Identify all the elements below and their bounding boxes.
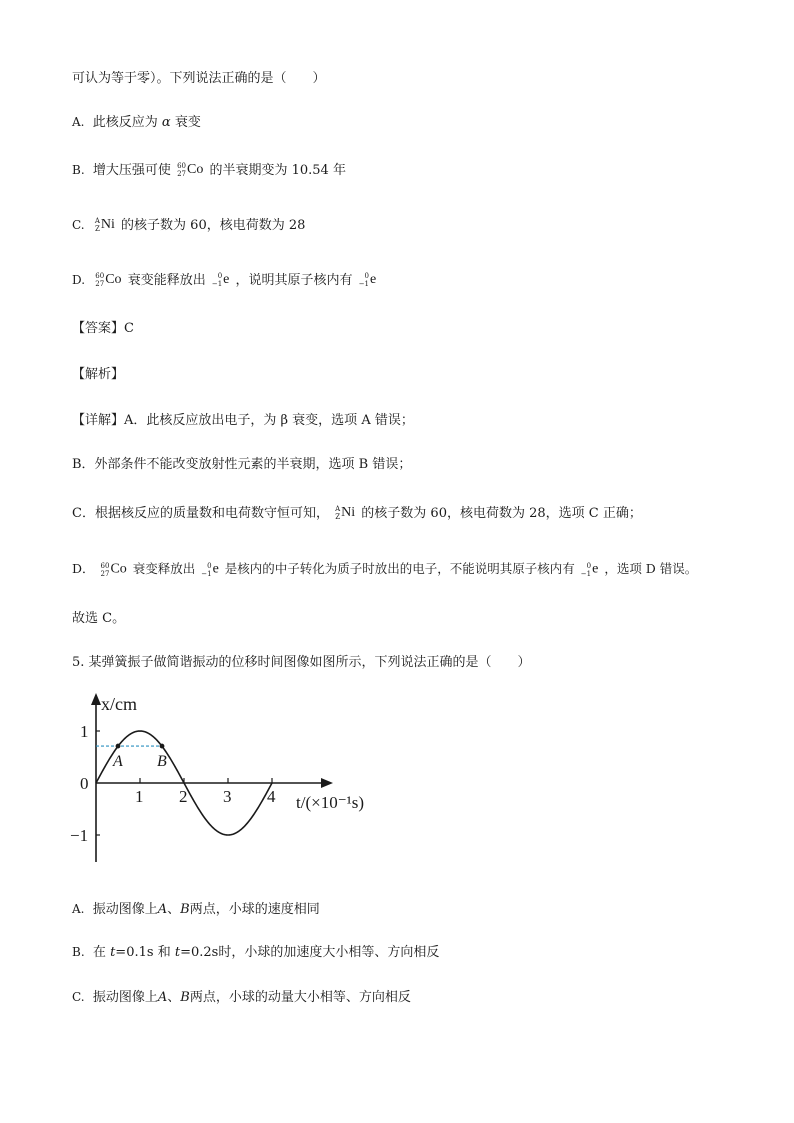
option-prefix: B. — [72, 163, 85, 177]
time-symbol: t — [110, 945, 116, 960]
electron-symbol: 0 −1 e — [201, 561, 219, 578]
nuclide-co: 60 27 Co — [95, 272, 122, 289]
detail-d — [72, 560, 697, 579]
detail-d-text-2: 是核内的中子转化为质子时放出的电子，不能说明其原子核内有 — [224, 561, 575, 576]
x-tick-label: 2 — [179, 787, 188, 806]
option-text-1: 振动图像上 — [92, 990, 158, 1005]
option-prefix: A. — [72, 115, 85, 129]
option-prefix: A. — [72, 902, 85, 916]
x-tick-label: 4 — [267, 787, 276, 806]
question-number: 5. — [72, 655, 85, 670]
analysis-label: 【解析】 — [72, 367, 125, 382]
option-prefix: B. — [72, 945, 85, 959]
displacement-time-graph — [70, 690, 390, 870]
electron-symbol: 0 −1 e — [211, 272, 230, 289]
point-b-label: B — [180, 990, 190, 1005]
detail-a-text: A．此核反应放出电子，为 β 衰变，选项 A 错误； — [124, 413, 414, 428]
electron-symbol: 0 −1 e — [358, 272, 377, 289]
nuclide-ni: A Z Ni — [335, 505, 356, 521]
option-text-1: 在 — [92, 945, 106, 960]
detail-d-text-1: 衰变释放出 — [132, 561, 196, 576]
answer-label: 【答案】 — [72, 321, 125, 336]
conclusion: 故选 C。 — [72, 611, 126, 626]
separator: 、 — [167, 990, 181, 1005]
time-value-1: =0.1s — [115, 945, 154, 960]
detail-c-text-2: 的核子数为 60，核电荷数为 28，选项 C 正确； — [361, 505, 642, 521]
nuclide-co: 60 27 Co — [100, 561, 127, 578]
separator: 、 — [167, 902, 181, 917]
x-axis-label: t/(×10⁻¹s) — [296, 793, 365, 812]
y-tick-label: 0 — [80, 774, 89, 793]
point-label-a: A — [113, 753, 123, 771]
question-text: 某弹簧振子做简谐振动的位移时间图像如图所示，下列说法正确的是（ ） — [88, 655, 531, 670]
alpha-symbol: α — [161, 115, 171, 130]
nuclide-co: 60 27 Co — [177, 162, 204, 179]
option-c — [72, 216, 305, 235]
option-text-1: 振动图像上 — [92, 902, 158, 917]
option-a — [72, 113, 201, 132]
x-axis — [96, 778, 333, 788]
option-prefix: D. — [72, 273, 86, 287]
option-text-1: 衰变能释放出 — [127, 273, 206, 288]
x-axis-arrow-icon — [321, 778, 333, 788]
detail-label: 【详解】 — [72, 413, 125, 428]
time-symbol: t — [174, 945, 181, 960]
detail-a — [72, 412, 414, 430]
option-text-2: 两点，小球的动量大小相等、方向相反 — [189, 990, 411, 1005]
answer-value: C — [124, 321, 134, 336]
question-5 — [72, 654, 531, 672]
q5-option-a — [72, 900, 320, 919]
x-tick-label: 3 — [223, 787, 232, 806]
y-axis-label: x/cm — [101, 694, 137, 714]
option-text: 的核子数为 60，核电荷数为 28 — [121, 218, 306, 233]
nuclide-ni: A Z Ni — [94, 217, 115, 234]
point-a-label: A — [157, 990, 168, 1005]
detail-d-prefix: D． — [72, 561, 95, 576]
electron-symbol: 0 −1 e — [580, 561, 599, 578]
option-text-2: 两点，小球的速度相同 — [189, 902, 320, 917]
option-text-2: 的半衰期变为 10.54 年 — [209, 163, 346, 178]
option-prefix: C. — [72, 218, 85, 232]
q5-option-c — [72, 988, 411, 1007]
point-a-label: A — [157, 902, 168, 917]
answer-line — [72, 320, 134, 338]
option-text: 此核反应为 — [92, 115, 158, 130]
time-value-2: =0.2s — [180, 945, 219, 960]
y-tick-label: −1 — [70, 826, 89, 845]
option-text-2: ，说明其原子核内有 — [235, 273, 353, 288]
point-label-b: B — [157, 753, 167, 771]
detail-d-text-3: ，选项 D 错误。 — [604, 561, 698, 576]
x-tick-label: 1 — [135, 787, 144, 806]
option-b — [72, 161, 346, 180]
point-b-label: B — [180, 902, 190, 917]
option-text-3: 时，小球的加速度大小相等、方向相反 — [218, 945, 440, 960]
option-text-after: 衰变 — [174, 115, 201, 130]
detail-c — [72, 504, 642, 523]
point-a — [116, 744, 121, 749]
option-prefix: C. — [72, 990, 85, 1004]
detail-c-text-1: C．根据核反应的质量数和电荷数守恒可知， — [72, 505, 329, 521]
option-text: 增大压强可使 — [92, 163, 171, 178]
option-text-2: 和 — [157, 945, 171, 960]
y-axis-arrow-icon — [91, 693, 101, 705]
point-b — [160, 744, 165, 749]
option-d — [72, 271, 378, 290]
question-intro-tail: 可认为等于零）。下列说法正确的是（ ） — [72, 71, 326, 86]
q5-option-b — [72, 943, 439, 962]
detail-b: B．外部条件不能改变放射性元素的半衰期，选项 B 错误； — [72, 457, 412, 472]
y-tick-label: 1 — [80, 722, 89, 741]
